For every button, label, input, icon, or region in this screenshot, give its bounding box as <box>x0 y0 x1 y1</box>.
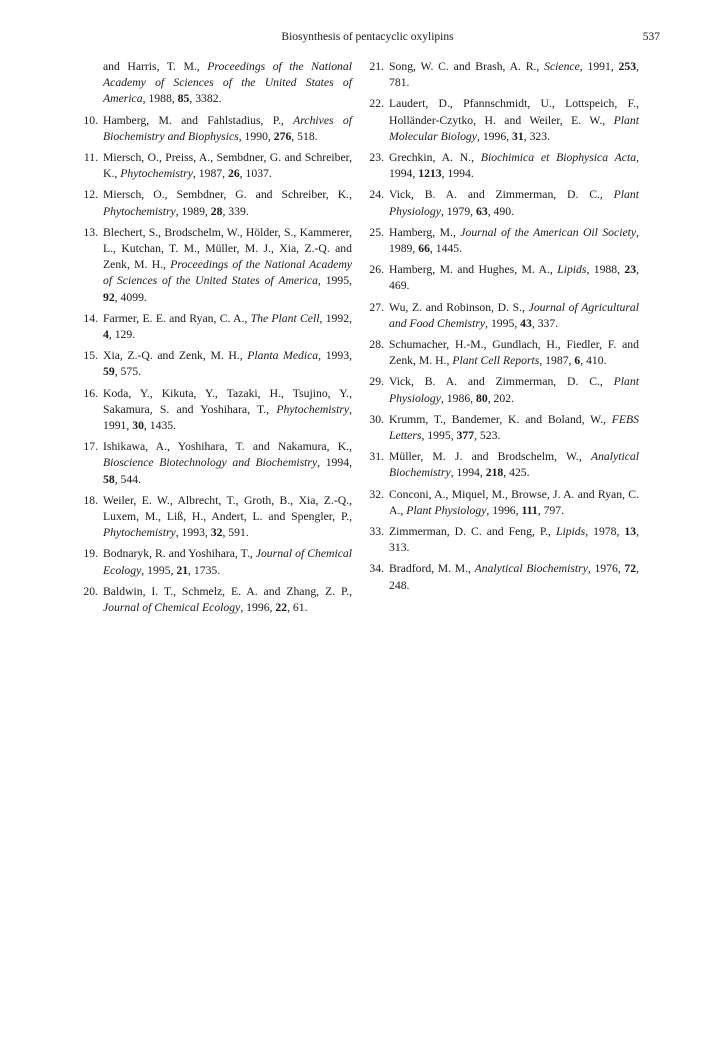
reference-text: , 591. <box>222 526 249 540</box>
reference-text: , 518. <box>291 129 318 143</box>
reference-item <box>76 584 352 616</box>
reference-text: , 1995, <box>141 563 177 577</box>
reference-number: 24. <box>369 188 384 202</box>
volume-number: 21 <box>176 563 189 577</box>
reference-text: , 339. <box>222 204 249 218</box>
journal-title: Proceedings of the National Academy of Sciences of the United States of America <box>103 258 352 288</box>
reference-text: Hamberg, M., <box>389 225 461 239</box>
journal-title: Journal of Chemical Ecology <box>103 601 241 615</box>
reference-text: , 248. <box>389 562 639 592</box>
reference-text: , 523. <box>474 429 501 443</box>
reference-text: , 1988, <box>586 263 625 277</box>
reference-text: Xia, Z.-Q. and Zenk, M. H., <box>103 349 248 363</box>
journal-title: Journal of the American Oil Society <box>460 225 637 239</box>
volume-number: 63 <box>476 204 488 218</box>
reference-text: Blechert, S., Brodschelm, W., Hölder, S., Kammerer, L., Kutchan, T. M., Müller, M. J., Xia, Z.-Q. and Zenk, M. H., <box>103 225 352 272</box>
volume-number: 23 <box>624 263 637 277</box>
reference-text: , 1993, <box>175 526 211 540</box>
reference-text: Schumacher, H.-M., Gundlach, H., Fiedler, F. and Zenk, M. H., <box>389 338 639 368</box>
reference-text: , 425. <box>503 466 530 480</box>
journal-title: Plant Physiology <box>389 375 639 405</box>
reference-text: , 1995, <box>485 316 521 330</box>
reference-text: , 1991, <box>103 402 352 433</box>
reference-number: 30. <box>369 412 384 426</box>
reference-number: 27. <box>369 300 384 314</box>
reference-item <box>362 449 639 481</box>
journal-title: Planta Medica <box>247 349 319 363</box>
reference-item <box>362 561 639 593</box>
reference-number: 34. <box>369 562 384 576</box>
reference-text: , 1992, <box>319 311 352 325</box>
volume-number: 6 <box>574 354 581 368</box>
reference-number: 29. <box>369 375 384 389</box>
journal-title: Journal of Agricultural and Food Chemistry <box>389 300 639 330</box>
reference-item <box>76 311 352 343</box>
reference-number: 25. <box>369 225 384 239</box>
reference-text: Song, W. C. and Brash, A. R., <box>389 60 545 73</box>
references-right-column <box>362 59 639 599</box>
journal-title: Phytochemistry <box>120 167 193 181</box>
journal-title: Plant Physiology <box>389 188 639 218</box>
reference-text: , 490. <box>487 204 514 218</box>
reference-text: , 1986, <box>440 391 476 405</box>
reference-text: Miersch, O., Preiss, A., Sembdner, G. and Schreiber, K., <box>103 151 352 181</box>
reference-text: , 1989, <box>175 204 211 218</box>
reference-number: 19. <box>83 547 98 561</box>
reference-number: 11. <box>83 151 98 165</box>
reference-item <box>76 225 352 306</box>
reference-text: , 1994, <box>317 456 353 470</box>
reference-text: and Harris, T. M., <box>103 60 208 73</box>
reference-text: Zimmerman, D. C. and Feng, P., <box>389 525 556 539</box>
volume-number: 1213 <box>418 167 442 181</box>
volume-number: 276 <box>273 129 292 143</box>
reference-text: Koda, Y., Kikuta, Y., Tazaki, H., Tsujino, Y., Sakamura, S. and Yoshihara, T., <box>103 386 352 416</box>
reference-text: Weiler, E. W., Albrecht, T., Groth, B., Xia, Z.-Q., Luxem, M., Liß, H., Andert, L. and Spengler, P., <box>103 493 352 524</box>
reference-item <box>76 59 352 108</box>
journal-title: Biochimica et Biophysica Acta <box>480 151 637 165</box>
reference-text: Bodnaryk, R. and Yoshihara, T., <box>103 547 256 561</box>
reference-item <box>362 412 639 444</box>
reference-text: Wu, Z. and Robinson, D. S., <box>389 300 529 314</box>
reference-text: Hamberg, M. and Hughes, M. A., <box>389 263 558 277</box>
volume-number: 85 <box>177 92 190 106</box>
reference-text: , 1994. <box>441 167 474 181</box>
reference-number: 23. <box>369 151 384 165</box>
reference-text: Laudert, D., Pfannschmidt, U., Lottspeich, F., Holländer-Czytko, H. and Weiler, E. W., <box>389 97 639 127</box>
reference-text: , 1991, <box>579 60 619 73</box>
reference-text: , 410. <box>580 354 607 368</box>
reference-text: , 337. <box>531 316 559 330</box>
journal-title: Phytochemistry <box>103 526 176 540</box>
reference-text: , 313. <box>389 525 639 555</box>
reference-text: Krumm, T., Bandemer, K. and Boland, W., <box>389 412 612 426</box>
reference-number: 20. <box>83 584 98 598</box>
reference-text: , 1979, <box>440 204 476 218</box>
reference-text: Baldwin, I. T., Schmelz, E. A. and Zhang, Z. P., <box>103 584 352 598</box>
volume-number: 58 <box>103 472 115 486</box>
volume-number: 31 <box>512 129 524 143</box>
reference-text: Conconi, A., Miquel, M., Browse, J. A. and Ryan, C. A., <box>389 487 639 517</box>
volume-number: 26 <box>227 167 240 181</box>
volume-number: 13 <box>624 525 637 539</box>
journal-title: Lipids <box>555 525 586 539</box>
volume-number: 66 <box>418 242 430 256</box>
reference-text: Ishikawa, A., Yoshihara, T. and Nakamura, K., <box>103 440 352 454</box>
journal-title: Plant Physiology <box>406 503 487 517</box>
reference-text: Grechkin, A. N., <box>389 151 481 165</box>
reference-text: Bradford, M. M., <box>389 562 475 576</box>
reference-item <box>76 348 352 380</box>
volume-number: 28 <box>210 204 223 218</box>
journal-title: FEBS Letters <box>389 412 639 443</box>
journal-title: Plant Molecular Biology <box>389 113 639 143</box>
journal-title: Analytical Biochemistry <box>389 450 639 480</box>
volume-number: 22 <box>275 601 288 615</box>
reference-item <box>362 262 639 294</box>
reference-item <box>362 96 639 145</box>
volume-number: 72 <box>624 562 637 576</box>
reference-item <box>76 386 352 435</box>
reference-text: , 323. <box>523 129 551 143</box>
reference-number: 10. <box>83 113 98 127</box>
volume-number: 377 <box>456 429 475 443</box>
reference-number: 33. <box>369 525 384 539</box>
reference-text: , 1976, <box>587 562 625 576</box>
journal-title: Phytochemistry <box>276 402 350 416</box>
reference-text: , 1987, <box>539 354 575 368</box>
reference-number: 14. <box>83 311 98 325</box>
reference-text: , 1988, <box>142 92 178 106</box>
reference-number: 15. <box>83 349 98 363</box>
reference-text: , 469. <box>389 263 640 293</box>
volume-number: 111 <box>521 503 538 517</box>
volume-number: 80 <box>476 391 488 405</box>
reference-text: , 1435. <box>143 419 177 433</box>
reference-number: 12. <box>83 188 98 202</box>
journal-title: Bioscience Biotechnology and Biochemistry <box>103 456 318 470</box>
reference-text: , 544. <box>114 472 141 486</box>
reference-item <box>362 150 639 182</box>
reference-item <box>362 225 639 257</box>
reference-item <box>76 113 352 145</box>
volume-number: 43 <box>520 316 532 330</box>
reference-number: 31. <box>369 450 384 464</box>
reference-text: , 202. <box>487 391 514 405</box>
reference-text: Vick, B. A. and Zimmerman, D. C., <box>389 188 614 202</box>
reference-text: , 1978, <box>585 525 625 539</box>
reference-text: , 1994, <box>450 466 486 480</box>
reference-text: , 1445. <box>429 242 463 256</box>
reference-text: , 61. <box>287 601 308 615</box>
journal-title: Phytochemistry <box>103 204 176 218</box>
reference-number: 21. <box>369 60 384 73</box>
volume-number: 92 <box>103 290 115 304</box>
volume-number: 253 <box>618 60 637 73</box>
reference-number: 32. <box>369 487 384 501</box>
reference-number: 16. <box>83 386 98 400</box>
journal-title: Lipids <box>557 263 587 277</box>
journal-title: Science <box>544 60 580 73</box>
reference-text: , 1993, <box>318 349 352 363</box>
journal-title: The Plant Cell <box>250 311 320 325</box>
reference-item <box>76 493 352 542</box>
reference-text: , 1995, <box>421 429 457 443</box>
reference-text: , 1996, <box>476 129 513 143</box>
volume-number: 4 <box>103 328 109 342</box>
reference-number: 26. <box>369 263 384 277</box>
reference-item <box>76 150 352 182</box>
reference-text: , 1995, <box>317 274 352 288</box>
reference-text: , 129. <box>108 328 136 342</box>
volume-number: 218 <box>485 466 504 480</box>
reference-item <box>76 439 352 488</box>
reference-text: , 1996, <box>486 503 522 517</box>
references-left-column <box>76 59 352 621</box>
reference-text: , 1990, <box>238 129 274 143</box>
page-number: 537 <box>642 31 660 43</box>
reference-item <box>362 59 639 91</box>
reference-text: Hamberg, M. and Fahlstadius, P., <box>103 113 294 127</box>
reference-text: , 575. <box>114 365 141 379</box>
reference-item <box>362 187 639 219</box>
journal-title: Archives of Biochemistry and Biophysics <box>103 113 352 143</box>
reference-item <box>362 300 639 332</box>
journal-title: Plant Cell Reports <box>452 354 540 368</box>
reference-text: Farmer, E. E. and Ryan, C. A., <box>103 311 251 325</box>
reference-item <box>362 524 639 556</box>
running-header <box>75 31 660 47</box>
reference-number: 18. <box>83 493 98 507</box>
reference-text: , 1987, <box>192 167 228 181</box>
volume-number: 32 <box>210 526 223 540</box>
reference-text: , 797. <box>537 503 565 517</box>
reference-number: 17. <box>83 440 98 454</box>
reference-text: , 4099. <box>114 290 147 304</box>
reference-text: Müller, M. J. and Brodschelm, W., <box>389 450 591 464</box>
reference-number: 22. <box>369 97 384 111</box>
journal-title: Analytical Biochemistry <box>474 562 588 576</box>
reference-item <box>76 187 352 219</box>
reference-item <box>362 487 639 519</box>
reference-text: , 1994, <box>389 151 639 181</box>
running-title: Biosynthesis of pentacyclic oxylipins <box>281 31 454 43</box>
reference-text: , 1037. <box>239 167 272 181</box>
reference-text: , 781. <box>389 60 639 90</box>
reference-text: , 3382. <box>189 92 222 106</box>
journal-title: Journal of Chemical Ecology <box>103 547 352 577</box>
reference-number: 13. <box>83 225 98 239</box>
reference-item <box>362 374 639 406</box>
reference-text: , 1735. <box>188 563 221 577</box>
reference-text: , 1996, <box>240 601 276 615</box>
volume-number: 59 <box>103 365 115 379</box>
volume-number: 30 <box>132 419 144 433</box>
reference-text: Miersch, O., Sembdner, G. and Schreiber, K., <box>103 188 352 202</box>
journal-title: Proceedings of the National Academy of Sciences of the United States of America <box>103 60 352 106</box>
reference-text: , 1989, <box>389 225 639 256</box>
reference-text: Vick, B. A. and Zimmerman, D. C., <box>389 375 614 389</box>
reference-item <box>362 337 639 369</box>
reference-item <box>76 546 352 578</box>
reference-number: 28. <box>369 338 384 352</box>
